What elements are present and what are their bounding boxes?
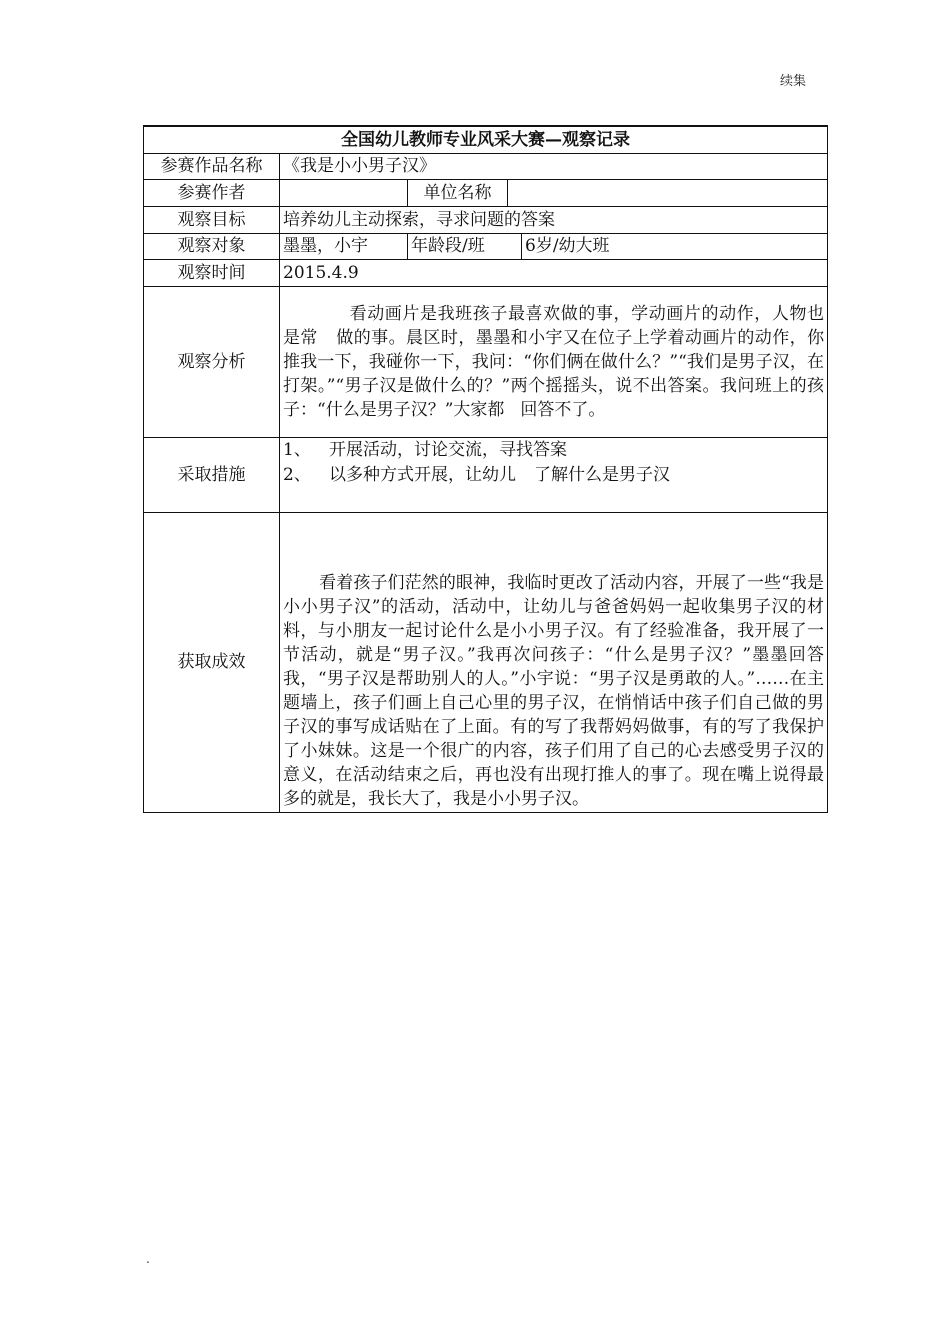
measures-list bbox=[280, 437, 828, 512]
results-label: 获取成效 bbox=[144, 512, 280, 812]
author-value bbox=[280, 179, 408, 206]
analysis-label: 观察分析 bbox=[144, 286, 280, 437]
footer-mark: . bbox=[146, 1252, 150, 1266]
measure-item: 2、 以多种方式开展，让幼儿 了解什么是男子汉 bbox=[283, 464, 670, 485]
unit-label: 单位名称 bbox=[408, 179, 508, 206]
age-value: 6岁/幼大班 bbox=[522, 233, 828, 259]
observation-record-table bbox=[143, 125, 828, 813]
goal-value: 培养幼儿主动探索，寻求问题的答案 bbox=[280, 206, 828, 233]
goal-label: 观察目标 bbox=[144, 206, 280, 233]
work-name-label: 参赛作品名称 bbox=[144, 153, 280, 179]
subject-value: 墨墨，小宇 bbox=[280, 233, 408, 259]
form-title: 全国幼儿教师专业风采大赛—观察记录 bbox=[144, 126, 828, 153]
results-text: 看着孩子们茫然的眼神，我临时更改了活动内容，开展了一些“我是小小男子汉”的活动，活动中，让幼儿与爸爸妈妈一起收集男子汉的材料，与小朋友一起讨论什么是小小男子汉。有了经验准备，我开展了一节活动，就是“男子汉。”我再次问孩子：“什么是男子汉？”墨墨回答我，“男子汉是帮助别人的人。”小宇说：“男子汉是勇敢的人。”……在主题墙上，孩子们画上自己心里的男子汉，在悄悄话中孩子们自己做的男子汉的事写成话贴在了上面。有的写了我帮妈妈做事，有的写了我保护了小妹妹。这是一个很广的内容，孩子们用了自己的心去感受男子汉的意义，在活动结束之后，再也没有出现打推人的事了。现在嘴上说得最多的就是，我长大了，我是小小男子汉。 bbox=[280, 512, 828, 812]
measure-item: 1、 开展活动，讨论交流，寻找答案 bbox=[283, 439, 567, 460]
continued-note: 续集 bbox=[780, 74, 807, 89]
work-name-value: 《我是小小男子汉》 bbox=[280, 153, 828, 179]
author-label: 参赛作者 bbox=[144, 179, 280, 206]
time-label: 观察时间 bbox=[144, 259, 280, 286]
analysis-text: 看动画片是我班孩子最喜欢做的事，学动画片的动作，人物也是常 做的事。晨区时，墨墨和小宇又在位子上学着动画片的动作，你推我一下，我碰你一下，我问：“你们俩在做什么？”“我们是男子汉，在打架。”“男子汉是做什么的？”两个摇摇头，说不出答案。我问班上的孩子：“什么是男子汉？”大家都 回答不了。 bbox=[280, 286, 828, 437]
time-value: 2015.4.9 bbox=[280, 259, 828, 286]
unit-value bbox=[508, 179, 828, 206]
measures-label: 采取措施 bbox=[144, 437, 280, 512]
subject-label: 观察对象 bbox=[144, 233, 280, 259]
age-label: 年龄段/班 bbox=[408, 233, 522, 259]
